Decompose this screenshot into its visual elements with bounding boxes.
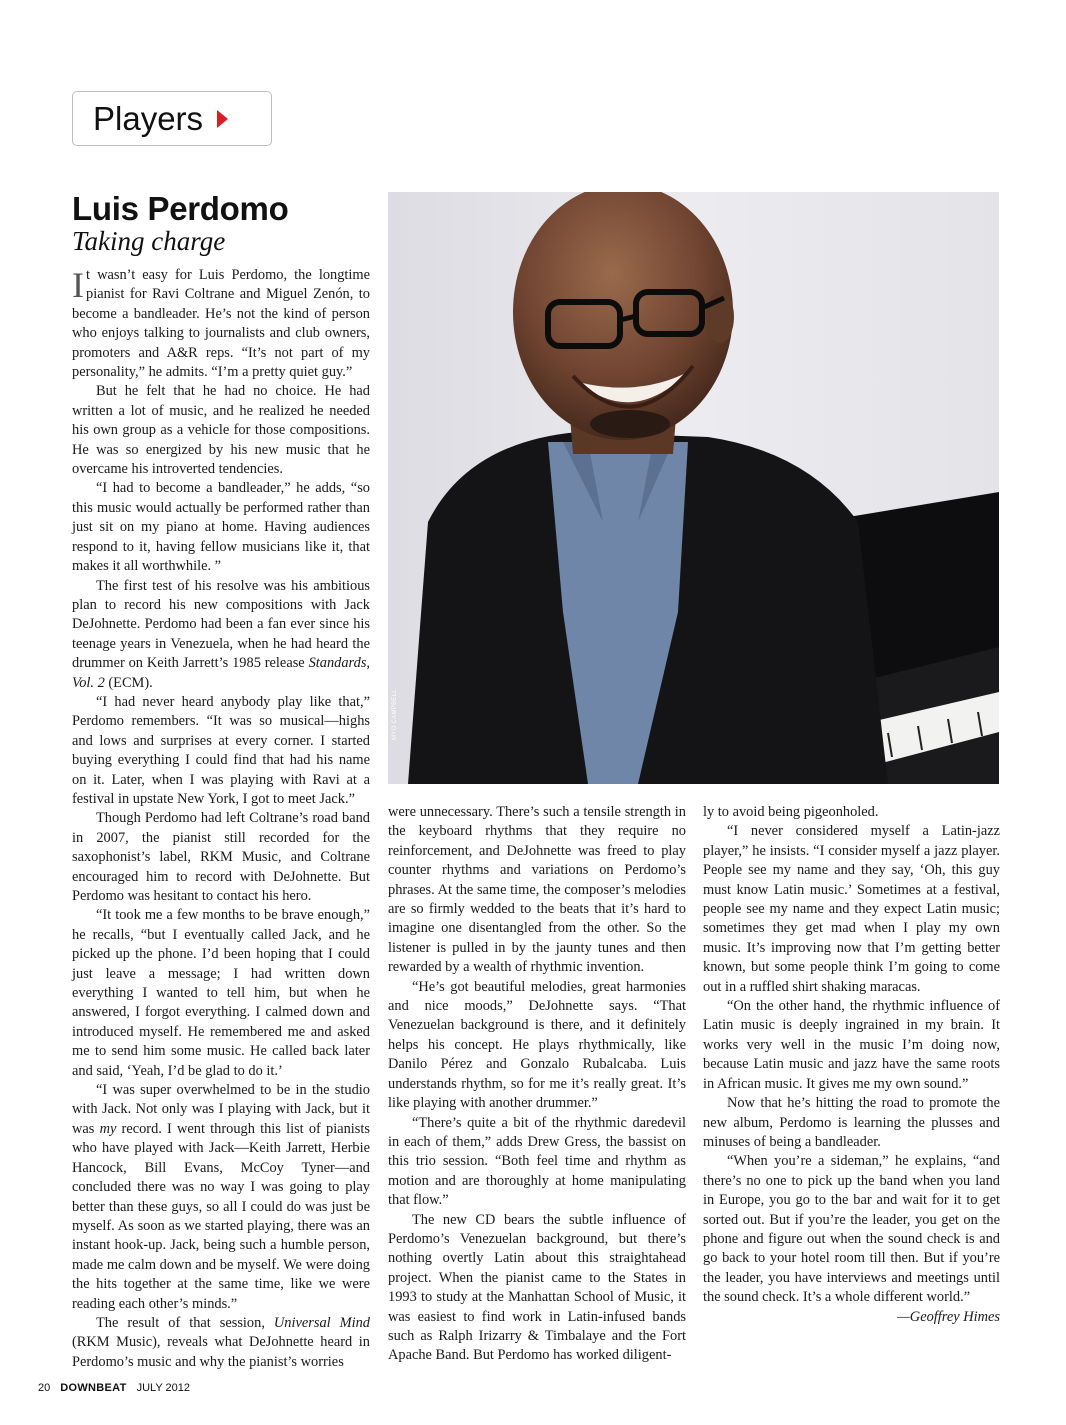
triangle-right-icon bbox=[217, 110, 228, 128]
paragraph: “I was super overwhelmed to be in the studio with Jack. Not only was I playing with Jack, but it was my record. I went through this list of pianists who have played with Jack—Keith Jarrett, Herbie Hancock, Bill Evans, McCoy Tyner—and concluded there was no way I was going to play better than these guys, so all I could do was just be myself. As soon as we started playing, there was an instant hook-up. Jack, being such a humble person, made me calm down and be myself. We were doing the hits together at the same time, like we were reading each other’s minds.” bbox=[72, 1082, 370, 1312]
paragraph: “When you’re a sideman,” he explains, “and there’s no one to pick up the band when you land in Europe, you go to the bar and wait for it to get sorted out. But if you’re the leader, you get on the phone and figure out when the sound check is and go back to your hotel room till then. But if you’re the leader, you have interviews and meetings until the sound check. It’s a whole different world.” bbox=[703, 1153, 1000, 1306]
album-title: Standards, Vol. 2 bbox=[72, 655, 371, 691]
section-label: Players bbox=[93, 99, 204, 137]
portrait-illustration bbox=[388, 192, 999, 784]
section-tab bbox=[72, 91, 272, 146]
paragraph: Though Perdomo had left Coltrane’s road band in 2007, the pianist still recorded for the saxophonist’s label, RKM Music, and Coltrane encouraged him to record with DeJohnette. But Perdomo was hesitant to contact his hero. bbox=[72, 810, 370, 904]
paragraph: “On the other hand, the rhythmic influence of Latin music is deeply ingrained in my brain. It works very well in the music I’m doing now, because Latin music and jazz have the same roots in African music. It gives me my own sound.” bbox=[703, 998, 1000, 1092]
issue-date: JULY 2012 bbox=[136, 1382, 191, 1394]
magazine-name: DOWNBEAT bbox=[60, 1382, 127, 1394]
paragraph: “I had to become a bandleader,” he adds, “so this music would actually be performed rather than just sit on my piano at home. Having audiences respond to it, having fellow musicians like it, that makes it all worthwhile. ” bbox=[72, 480, 370, 575]
paragraph: But he felt that he had no choice. He had written a lot of music, and he realized he needed his own group as a vehicle for those compositions. He was so energized by his new music that he overcame his introverted tendencies. bbox=[72, 383, 370, 478]
article-column-1 bbox=[72, 266, 370, 1372]
paragraph: “He’s got beautiful melodies, great harmonies and nice moods,” DeJohnette says. “That Venezuelan background is there, and it definitely helps his concept. He plays rhythmically, like Danilo Pérez and Gonzalo Rubalcaba. Luis understands rhythm, so for me it’s really great. It’s like playing with another drummer.” bbox=[388, 978, 686, 1112]
byline: —Geoffrey Himes bbox=[897, 1308, 1000, 1325]
photo-credit: MYO CAMPBELL bbox=[392, 689, 398, 740]
paragraph: The result of that session, Universal Mind (RKM Music), reveals what DeJohnette heard in Perdomo’s music and why the pianist’s worries bbox=[72, 1314, 370, 1370]
paragraph: The first test of his resolve was his ambitious plan to record his new compositions with Jack DeJohnette. Perdomo had been a fan ever since his teenage years in Venezuela, when he had heard the drummer on Keith Jarrett’s 1985 release Standards, Vol. 2 (ECM). bbox=[72, 577, 371, 691]
paragraph: The new CD bears the subtle influence of Perdomo’s Venezuelan background, but there’s nothing overtly Latin about this straightahead project. When the pianist came to the States in 1993 to study at the Manhattan School of Music, it was easiest to find work in Latin-infused bands such as Ralph Irizarry & Timbalaye and the Fort Apache Band. But Perdomo has worked diligent- bbox=[388, 1211, 686, 1364]
article-column-2 bbox=[388, 803, 686, 1366]
paragraph: Now that he’s hitting the road to promote the new album, Perdomo is learning the plusses and minuses of being a bandleader. bbox=[703, 1095, 1000, 1150]
paragraph: “I never considered myself a Latin-jazz player,” he insists. “I consider myself a jazz player. People see my name and they say, ‘Oh, this guy must know Latin music.’ Sometimes at a festival, people see my name and they expect Latin music; sometimes they get mad when I play my own music. It’s improving now that I’m getting better known, but some people think I’m going to come out in a ruffled shirt shaking maracas. bbox=[703, 823, 1000, 995]
paragraph: “I had never heard anybody play like that,” Perdomo remembers. “It was so musical—highs and lows and surprises at every corner. I started buying everything I could find that had his name on it. Later, when I was playing with Ravi at a festival in upstate New York, I got to meet Jack.” bbox=[72, 693, 370, 807]
paragraph: ly to avoid being pigeonholed. bbox=[703, 804, 879, 820]
paragraph: “It took me a few months to be brave enough,” he recalls, “but I eventually called Jack, and he picked up the phone. I’d been hoping that I could just leave a message; I had written down everything I wanted to tell him, but when he answered, I forgot everything. I calmed down and introduced myself. He remembered me and asked me to send him some music. He called back later and said, ‘Yeah, I’d be glad to do it.’ bbox=[72, 907, 370, 1079]
paragraph: It wasn’t easy for Luis Perdomo, the longtime pianist for Ravi Coltrane and Miguel Zenón, to become a bandleader. He’s not the kind of person who enjoys talking to journalists and club owners, promoters and A&R reps. “It’s not part of my personality,” he admits. “I’m a pretty quiet guy.” bbox=[72, 265, 370, 381]
album-title: Universal Mind bbox=[273, 1314, 370, 1331]
dropcap: I bbox=[72, 265, 84, 305]
paragraph: “There’s quite a bit of the rhythmic daredevil in each of them,” adds Drew Gress, the bassist on this trio session. “Both feel time and rhythm as motion and are thoroughly at home manipulating that flow.” bbox=[388, 1114, 686, 1209]
article-title: Luis Perdomo bbox=[72, 190, 289, 227]
page-number: 20 bbox=[38, 1382, 51, 1394]
page-footer bbox=[38, 1382, 190, 1394]
paragraph: were unnecessary. There’s such a tensile strength in the keyboard rhythms that they require no reinforcement, and DeJohnette was freed to play counter rhythms and variations on Perdomo’s phrases. At the same time, the composer’s melodies are so firmly wedded to the beats that it’s hard to imagine one disentangled from the other. So the listener is pulled in by the jaunty tunes and then rewarded by a wealth of rhythmic invention. bbox=[388, 804, 686, 976]
article-column-3 bbox=[703, 803, 1000, 1327]
article-subtitle: Taking charge bbox=[72, 226, 226, 256]
portrait-photo bbox=[388, 192, 999, 784]
